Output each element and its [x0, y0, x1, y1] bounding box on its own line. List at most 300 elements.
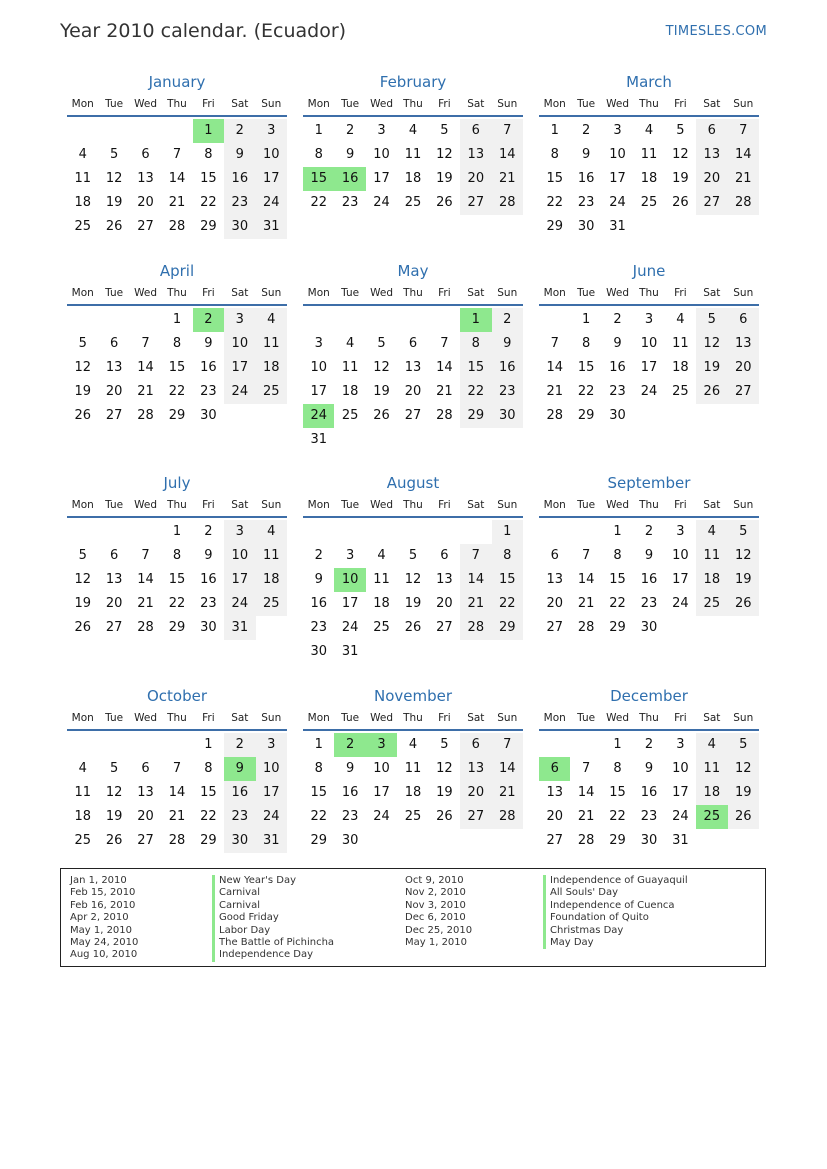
weekday-label: Sat	[467, 287, 485, 299]
day-cell: 24	[224, 592, 255, 616]
day-cell: 7	[581, 548, 591, 563]
day-cell: 22	[200, 809, 217, 824]
weekday-label: Tue	[105, 98, 124, 110]
empty-day-cell	[429, 829, 460, 853]
day-cell: 14	[137, 572, 154, 587]
day-cell: 9	[492, 332, 523, 356]
weekday-label: Fri	[202, 712, 215, 724]
day-cell: 26	[105, 833, 123, 848]
legend-holiday-name: Carnival	[212, 887, 334, 899]
day-cell: 7	[492, 119, 523, 143]
holiday-day-cell: 9	[224, 757, 255, 781]
day-cell: 11	[256, 332, 287, 356]
legend-date: Nov 3, 2010	[405, 899, 466, 911]
day-cell: 25	[256, 380, 287, 404]
day-cell: 12	[436, 761, 453, 776]
day-cell: 10	[373, 761, 390, 776]
holiday-day-cell: 15	[303, 167, 334, 191]
weekday-label: Tue	[341, 712, 360, 724]
day-cell: 19	[728, 568, 759, 592]
day-cell: 30	[224, 215, 255, 239]
day-cell: 27	[460, 805, 491, 829]
day-cell: 19	[373, 384, 390, 399]
week-row	[67, 332, 287, 356]
day-cell: 26	[728, 805, 759, 829]
day-cell: 23	[492, 380, 523, 404]
empty-day-cell	[492, 428, 523, 452]
day-cell: 15	[546, 171, 563, 186]
day-cell: 13	[137, 171, 154, 186]
day-cell: 4	[256, 520, 287, 544]
day-cell: 6	[408, 336, 418, 351]
day-cell: 29	[168, 620, 186, 635]
holiday-day-cell: 16	[334, 167, 365, 191]
day-cell: 2	[204, 524, 213, 539]
week-row	[67, 829, 287, 853]
day-cell: 16	[341, 785, 359, 800]
week-row	[303, 167, 523, 191]
week-row	[67, 781, 287, 805]
day-cell: 24	[672, 809, 689, 824]
day-cell: 27	[105, 620, 123, 635]
day-cell: 14	[168, 171, 186, 186]
weekday-label: Mon	[71, 98, 94, 110]
day-cell: 17	[256, 781, 287, 805]
month-title: March	[626, 73, 672, 91]
day-cell: 15	[200, 171, 217, 186]
empty-day-cell	[366, 829, 397, 853]
day-cell: 8	[204, 147, 213, 162]
day-cell: 25	[256, 592, 287, 616]
day-cell: 24	[224, 380, 255, 404]
day-cell: 5	[696, 308, 727, 332]
empty-day-cell	[334, 428, 365, 452]
day-cell: 24	[373, 809, 390, 824]
week-row	[303, 191, 523, 215]
day-cell: 2	[644, 737, 654, 752]
week-row	[67, 404, 287, 428]
day-cell: 10	[224, 544, 255, 568]
day-cell: 27	[436, 620, 453, 635]
day-cell: 3	[613, 123, 622, 138]
week-row	[67, 757, 287, 781]
weekday-label: Tue	[105, 287, 124, 299]
weekday-label: Mon	[543, 499, 566, 511]
day-cell: 13	[436, 572, 453, 587]
weekday-label: Sat	[467, 499, 485, 511]
weekday-header	[67, 495, 287, 515]
legend-left-names	[212, 875, 334, 962]
day-cell: 15	[577, 360, 595, 375]
day-cell: 29	[577, 408, 595, 423]
month-march	[539, 72, 759, 239]
day-cell: 28	[168, 219, 186, 234]
day-cell: 21	[728, 167, 759, 191]
day-cell: 5	[109, 147, 119, 162]
week-row	[67, 167, 287, 191]
weekday-label: Wed	[134, 712, 157, 724]
day-cell: 10	[310, 360, 327, 375]
day-cell: 22	[546, 195, 563, 210]
day-cell: 14	[168, 785, 186, 800]
week-row	[67, 520, 287, 544]
month-january	[67, 72, 287, 239]
empty-day-cell	[665, 215, 696, 239]
day-cell: 5	[78, 336, 87, 351]
holiday-day-cell: 6	[539, 757, 570, 781]
day-cell: 10	[373, 147, 390, 162]
day-cell: 20	[546, 596, 563, 611]
day-cell: 28	[546, 408, 563, 423]
legend-date: Dec 25, 2010	[405, 924, 473, 936]
day-cell: 17	[341, 596, 359, 611]
day-cell: 5	[728, 520, 759, 544]
legend-holiday-name: Independence of Cuenca	[543, 900, 688, 912]
day-cell: 19	[436, 785, 453, 800]
empty-day-cell	[366, 428, 397, 452]
day-cell: 13	[404, 360, 422, 375]
empty-day-cell	[130, 733, 161, 757]
weekday-label: Sat	[467, 98, 485, 110]
day-cell: 17	[224, 356, 255, 380]
day-cell: 18	[373, 596, 390, 611]
weekday-label: Wed	[134, 98, 157, 110]
weekday-label: Wed	[134, 499, 157, 511]
day-cell: 1	[550, 123, 559, 138]
header-divider	[303, 729, 523, 731]
weekday-header	[303, 283, 523, 303]
empty-day-cell	[397, 829, 428, 853]
legend-holiday-name: Independence Day	[212, 949, 334, 961]
day-cell: 12	[728, 757, 759, 781]
weekday-label: Thu	[403, 712, 423, 724]
legend-date: Apr 2, 2010	[70, 912, 129, 924]
day-cell: 19	[436, 171, 453, 186]
day-cell: 28	[436, 408, 453, 423]
week-row	[303, 781, 523, 805]
weekday-header	[539, 283, 759, 303]
brand-link[interactable]: TIMESLES.COM	[665, 24, 767, 39]
day-cell: 8	[581, 336, 591, 351]
day-cell: 14	[728, 143, 759, 167]
weekday-label: Fri	[438, 499, 451, 511]
day-cell: 4	[408, 123, 418, 138]
day-cell: 2	[345, 123, 355, 138]
day-cell: 12	[696, 332, 727, 356]
weekday-header	[303, 708, 523, 728]
weekday-label: Mon	[71, 499, 94, 511]
day-cell: 23	[224, 805, 255, 829]
header-divider	[539, 304, 759, 306]
day-cell: 8	[172, 548, 182, 563]
holiday-legend	[60, 868, 766, 967]
legend-holiday-name: Carnival	[212, 900, 334, 912]
day-cell: 16	[224, 167, 255, 191]
day-cell: 20	[105, 596, 123, 611]
day-cell: 29	[492, 616, 523, 640]
day-cell: 22	[310, 195, 327, 210]
day-cell: 11	[373, 572, 390, 587]
day-cell: 22	[460, 380, 491, 404]
weekday-label: Fri	[438, 287, 451, 299]
legend-holiday-name: Independence of Guayaquil	[543, 875, 688, 887]
empty-day-cell	[460, 640, 491, 664]
day-cell: 14	[577, 785, 595, 800]
day-cell: 13	[546, 572, 563, 587]
day-cell: 28	[728, 191, 759, 215]
day-cell: 16	[640, 572, 658, 587]
day-cell: 11	[74, 785, 91, 800]
day-cell: 20	[460, 167, 491, 191]
header-divider	[67, 729, 287, 731]
weekday-label: Fri	[674, 712, 687, 724]
empty-day-cell	[696, 404, 727, 428]
day-cell: 4	[408, 737, 418, 752]
month-title: April	[159, 262, 195, 280]
empty-day-cell	[397, 640, 428, 664]
week-row	[67, 733, 287, 757]
day-cell: 23	[609, 384, 626, 399]
weekday-header	[67, 283, 287, 303]
weekday-label: Tue	[341, 499, 360, 511]
weekday-label: Wed	[370, 98, 393, 110]
day-cell: 25	[74, 833, 91, 848]
day-cell: 22	[492, 592, 523, 616]
week-row	[303, 332, 523, 356]
weekday-label: Fri	[674, 499, 687, 511]
weekday-label: Tue	[105, 712, 124, 724]
day-cell: 31	[256, 829, 287, 853]
weekday-label: Mon	[543, 712, 566, 724]
empty-day-cell	[130, 520, 161, 544]
day-cell: 31	[310, 432, 327, 447]
day-cell: 13	[137, 785, 154, 800]
weekday-header	[67, 708, 287, 728]
day-cell: 31	[224, 616, 255, 640]
weekday-label: Wed	[370, 499, 393, 511]
week-row	[539, 119, 759, 143]
day-cell: 24	[256, 191, 287, 215]
day-cell: 6	[109, 548, 119, 563]
week-row	[303, 592, 523, 616]
empty-day-cell	[98, 119, 129, 143]
day-cell: 26	[74, 620, 91, 635]
legend-left-dates	[70, 875, 138, 962]
day-cell: 12	[728, 544, 759, 568]
day-cell: 18	[696, 781, 727, 805]
day-cell: 17	[224, 568, 255, 592]
day-cell: 26	[436, 809, 453, 824]
day-cell: 3	[345, 548, 355, 563]
weekday-label: Sun	[261, 287, 282, 299]
day-cell: 11	[341, 360, 359, 375]
day-cell: 3	[224, 308, 255, 332]
day-cell: 4	[377, 548, 386, 563]
day-cell: 17	[373, 785, 390, 800]
day-cell: 14	[492, 757, 523, 781]
weekday-label: Fri	[202, 499, 215, 511]
day-cell: 7	[581, 761, 591, 776]
day-cell: 12	[672, 147, 689, 162]
day-cell: 26	[672, 195, 689, 210]
holiday-day-cell: 25	[696, 805, 727, 829]
week-row	[67, 544, 287, 568]
legend-date: Dec 6, 2010	[405, 912, 466, 924]
legend-holiday-name: New Year's Day	[212, 875, 334, 887]
day-cell: 23	[200, 384, 217, 399]
day-cell: 11	[74, 171, 91, 186]
day-cell: 3	[256, 119, 287, 143]
day-cell: 31	[256, 215, 287, 239]
empty-day-cell	[728, 215, 759, 239]
day-cell: 27	[137, 833, 154, 848]
day-cell: 21	[168, 195, 186, 210]
day-cell: 26	[696, 380, 727, 404]
day-cell: 8	[460, 332, 491, 356]
empty-day-cell	[539, 733, 570, 757]
week-row	[539, 308, 759, 332]
day-cell: 11	[696, 544, 727, 568]
empty-day-cell	[696, 215, 727, 239]
weekday-label: Wed	[370, 712, 393, 724]
day-cell: 20	[728, 356, 759, 380]
holiday-day-cell: 10	[334, 568, 365, 592]
weekday-label: Sun	[733, 499, 754, 511]
day-cell: 7	[492, 733, 523, 757]
weekday-label: Thu	[639, 98, 659, 110]
day-cell: 20	[137, 195, 154, 210]
day-cell: 17	[672, 572, 689, 587]
day-cell: 24	[341, 620, 359, 635]
day-cell: 28	[577, 620, 595, 635]
week-row	[539, 191, 759, 215]
day-cell: 13	[105, 572, 123, 587]
day-cell: 9	[204, 548, 213, 563]
day-cell: 7	[141, 336, 150, 351]
day-cell: 5	[440, 123, 449, 138]
week-row	[539, 544, 759, 568]
day-cell: 23	[200, 596, 217, 611]
legend-holiday-name: Foundation of Quito	[543, 912, 688, 924]
header-divider	[67, 516, 287, 518]
week-row	[67, 380, 287, 404]
month-title: July	[163, 474, 191, 492]
weekday-label: Thu	[167, 712, 187, 724]
day-cell: 12	[74, 360, 91, 375]
weekday-label: Mon	[543, 287, 566, 299]
day-cell: 19	[105, 195, 123, 210]
month-may	[303, 261, 523, 452]
day-cell: 5	[676, 123, 685, 138]
day-cell: 2	[314, 548, 323, 563]
day-cell: 2	[492, 308, 523, 332]
day-cell: 4	[676, 312, 685, 327]
week-row	[303, 404, 523, 428]
week-row	[67, 215, 287, 239]
day-cell: 1	[492, 520, 523, 544]
legend-holiday-name: All Souls' Day	[543, 887, 688, 899]
day-cell: 18	[404, 171, 422, 186]
day-cell: 23	[577, 195, 595, 210]
day-cell: 20	[460, 781, 491, 805]
week-row	[539, 805, 759, 829]
weekday-label: Wed	[606, 287, 629, 299]
weekday-label: Thu	[639, 287, 659, 299]
day-cell: 26	[373, 408, 390, 423]
day-cell: 18	[256, 568, 287, 592]
day-cell: 28	[460, 616, 491, 640]
day-cell: 24	[640, 384, 658, 399]
week-row	[303, 119, 523, 143]
day-cell: 30	[640, 833, 658, 848]
empty-day-cell	[570, 733, 601, 757]
day-cell: 20	[436, 596, 453, 611]
day-cell: 9	[613, 336, 622, 351]
day-cell: 28	[492, 805, 523, 829]
week-row	[539, 616, 759, 640]
empty-day-cell	[161, 119, 192, 143]
empty-day-cell	[539, 520, 570, 544]
legend-date: Feb 16, 2010	[70, 899, 136, 911]
day-cell: 11	[404, 147, 422, 162]
weekday-header	[539, 495, 759, 515]
day-cell: 22	[577, 384, 595, 399]
day-cell: 22	[310, 809, 327, 824]
empty-day-cell	[696, 616, 727, 640]
day-cell: 11	[696, 757, 727, 781]
day-cell: 23	[640, 809, 658, 824]
weekday-label: Mon	[71, 287, 94, 299]
day-cell: 9	[345, 761, 355, 776]
empty-day-cell	[728, 404, 759, 428]
weekday-label: Thu	[167, 287, 187, 299]
week-row	[303, 308, 523, 332]
legend-holiday-name: May Day	[543, 937, 688, 949]
day-cell: 16	[492, 356, 523, 380]
day-cell: 30	[200, 620, 217, 635]
day-cell: 19	[404, 596, 422, 611]
day-cell: 26	[105, 219, 123, 234]
weekday-label: Thu	[167, 98, 187, 110]
day-cell: 13	[105, 360, 123, 375]
day-cell: 7	[172, 761, 182, 776]
day-cell: 24	[256, 805, 287, 829]
day-cell: 11	[672, 336, 689, 351]
day-cell: 22	[609, 809, 626, 824]
day-cell: 18	[404, 785, 422, 800]
day-cell: 6	[550, 548, 559, 563]
day-cell: 16	[224, 781, 255, 805]
day-cell: 5	[78, 548, 87, 563]
month-title: October	[146, 687, 208, 705]
day-cell: 24	[609, 195, 626, 210]
weekday-label: Sat	[231, 287, 249, 299]
day-cell: 7	[460, 544, 491, 568]
day-cell: 27	[696, 191, 727, 215]
day-cell: 21	[577, 809, 595, 824]
header-divider	[539, 516, 759, 518]
week-row	[67, 616, 287, 640]
month-september	[539, 473, 759, 640]
week-row	[67, 805, 287, 829]
week-row	[303, 568, 523, 592]
week-row	[539, 733, 759, 757]
day-cell: 12	[105, 171, 123, 186]
legend-right-names	[543, 875, 688, 949]
empty-day-cell	[460, 520, 491, 544]
empty-day-cell	[67, 119, 98, 143]
weekday-label: Sat	[231, 499, 249, 511]
